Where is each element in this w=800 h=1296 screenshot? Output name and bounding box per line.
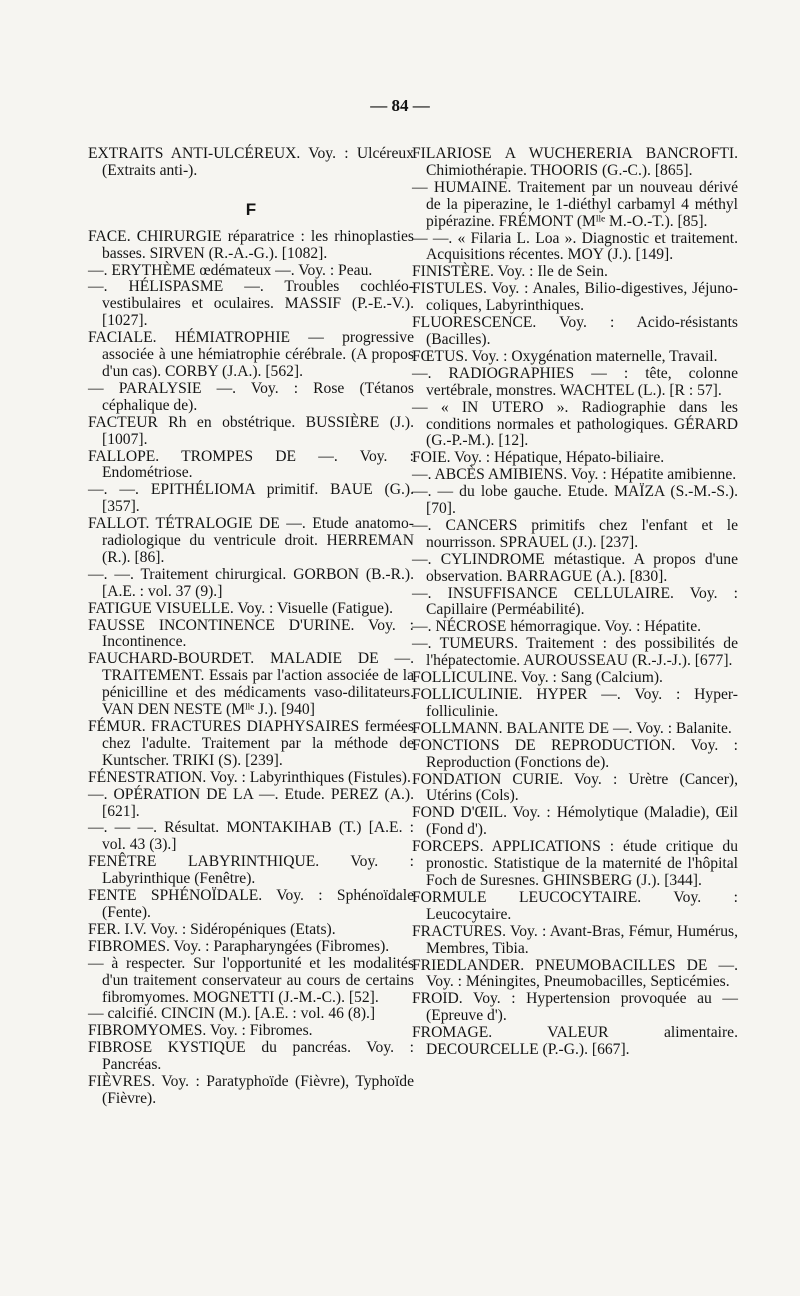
index-entry: FACIALE. HÉMIATROPHIE — progressive associée à une hémiatrophie cérébrale. (A propos d'un cas). CORBY (J.A.). [562]. xyxy=(88,329,414,380)
index-entry: —. TUMEURS. Traitement : des possibilités de l'hépatectomie. AUROUSSEAU (R.-J.-J.). [677]. xyxy=(412,635,738,670)
index-entry: FONDATION CURIE. Voy. : Urètre (Cancer), Utérins (Cols). xyxy=(412,770,738,805)
index-entry: FOLLMANN. BALANITE DE —. Voy. : Balanite. xyxy=(412,719,732,737)
index-entry: FATIGUE VISUELLE. Voy. : Visuelle (Fatigue). xyxy=(88,599,393,617)
index-entry: —. —. Traitement chirurgical. GORBON (B.-R.). [A.E. : vol. 37 (9).] xyxy=(88,565,414,600)
index-entry: —. —. EPITHÉLIOMA primitif. BAUE (G.). [357]. xyxy=(88,481,414,516)
page-number: — 84 — xyxy=(370,96,430,115)
index-entry: FISTULES. Voy. : Anales, Bilio-digestives, Jéjuno-coliques, Labyrinthiques. xyxy=(412,280,738,315)
index-entry: FOND D'ŒIL. Voy. : Hémolytique (Maladie), Œil (Fond d'). xyxy=(412,804,738,839)
index-entry: —. RADIOGRAPHIES — : tête, colonne vertébrale, monstres. WACHTEL (L.). [R : 57]. xyxy=(412,364,738,399)
index-entry: FIBROSE KYSTIQUE du pancréas. Voy. : Pancréas. xyxy=(88,1039,414,1074)
index-entry: — HUMAINE. Traitement par un nouveau dérivé de la piperazine, le 1-diéthyl carbamyl 4 méthyl pipérazine. FRÉMONT (Mˡˡᵉ M.-O.-T.). [85]. xyxy=(412,178,738,230)
index-entry: FILARIOSE A WUCHERERIA BANCROFTI. Chimiothérapie. THOORIS (G.-C.). [865]. xyxy=(412,145,738,179)
index-entry: FÉNESTRATION. Voy. : Labyrinthiques (Fistules). xyxy=(88,768,411,786)
index-entry: — PARALYSIE —. Voy. : Rose (Tétanos céphalique de). xyxy=(88,379,414,414)
index-entry: FONCTIONS DE REPRODUCTION. Voy. : Reproduction (Fonctions de). xyxy=(412,736,738,771)
index-entry: —. CYLINDROME métastique. A propos d'une observation. BARRAGUE (A.). [830]. xyxy=(412,550,738,585)
index-entry: —. — du lobe gauche. Etude. MAÏZA (S.-M.-S.). [70]. xyxy=(412,483,738,518)
index-entry: — calcifié. CINCIN (M.). [A.E. : vol. 46 (8).] xyxy=(88,1005,376,1023)
index-entry: FROID. Voy. : Hypertension provoquée au — (Epreuve d'). xyxy=(412,990,738,1025)
index-entry: FIBROMYOMES. Voy. : Fibromes. xyxy=(88,1022,313,1040)
index-entry: FLUORESCENCE. Voy. : Acido-résistants (Bacilles). xyxy=(412,314,738,348)
index-entry: —. NÉCROSE hémorragique. Voy. : Hépatite. xyxy=(412,618,702,636)
index-entry: FACTEUR Rh en obstétrique. BUSSIÈRE (J.). [1007]. xyxy=(88,413,414,448)
right-column xyxy=(412,146,738,1059)
index-entry: FŒTUS. Voy. : Oxygénation maternelle, Travail. xyxy=(412,347,718,365)
index-entry: FALLOT. TÉTRALOGIE DE —. Etude anatomo-radiologique du ventricule droit. HERREMAN (R.). [86]. xyxy=(88,515,414,566)
index-entry: —. — —. Résultat. MONTAKIHAB (T.) [A.E. : vol. 43 (3).] xyxy=(88,819,414,854)
index-entry: EXTRAITS ANTI-ULCÉREUX. Voy. : Ulcéreux (Extraits anti-). xyxy=(88,145,414,179)
index-entry: FENÊTRE LABYRINTHIQUE. Voy. : Labyrinthique (Fenêtre). xyxy=(88,853,414,888)
index-entry: —. INSUFFISANCE CELLULAIRE. Voy. : Capillaire (Perméabilité). xyxy=(412,584,738,619)
index-entry: FACE. CHIRURGIE réparatrice : les rhinoplasties basses. SIRVEN (R.-A.-G.). [1082]. xyxy=(88,227,414,262)
index-entry: FER. I.V. Voy. : Sidéropéniques (Etats). xyxy=(88,920,336,938)
index-entry: FORCEPS. APPLICATIONS : étude critique du pronostic. Statistique de la maternité de l'hôpital Foch de Suresnes. GHINSBERG (J.). [344]. xyxy=(412,838,738,889)
index-entry: FIÈVRES. Voy. : Paratyphoïde (Fièvre), Typhoïde (Fièvre). xyxy=(88,1073,414,1107)
section-letter: F xyxy=(245,199,257,219)
index-entry: FOIE. Voy. : Hépatique, Hépato-biliaire. xyxy=(412,449,665,467)
index-entry: FROMAGE. VALEUR alimentaire. DECOURCELLE (P.-G.). [667]. xyxy=(412,1024,738,1059)
index-entry: FOLLICULINIE. HYPER —. Voy. : Hyper-folliculinie. xyxy=(412,686,738,720)
index-entry: FALLOPE. TROMPES DE —. Voy. : Endométriose. xyxy=(88,447,414,482)
index-entry: —. OPÉRATION DE LA —. Etude. PEREZ (A.). [621]. xyxy=(88,785,414,820)
index-entry: FAUCHARD-BOURDET. MALADIE DE —. TRAITEMENT. Essais par l'action associée de la pénicilline et des médicaments vaso-dilitateurs. VAN DEN NESTE (Mˡˡᵉ J.). [940] xyxy=(88,650,414,719)
index-entry: —. ERYTHÈME œdémateux —. Voy. : Peau. xyxy=(88,261,373,279)
index-entry: FRIEDLANDER. PNEUMOBACILLES DE —. Voy. : Méningites, Pneumobacilles, Septicémies. xyxy=(412,956,738,991)
index-entry: —. ABCÈS AMIBIENS. Voy. : Hépatite amibienne. xyxy=(412,466,737,484)
left-column xyxy=(88,146,414,1108)
index-entry: —. HÉLISPASME —. Troubles cochléo-vestibulaires et oculaires. MASSIF (P.-E.-V.). [1027]. xyxy=(88,278,414,330)
index-entry: FIBROMES. Voy. : Parapharyngées (Fibromes). xyxy=(88,937,390,955)
index-entry: —. CANCERS primitifs chez l'enfant et le nourrisson. SPRAUEL (J.). [237]. xyxy=(412,516,738,551)
index-entry: FORMULE LEUCOCYTAIRE. Voy. : Leucocytaire. xyxy=(412,888,738,923)
index-entry: — « IN UTERO ». Radiographie dans les conditions normales et pathologiques. GÉRARD (G.-P.-M.). [12]. xyxy=(412,398,738,450)
index-entry: FRACTURES. Voy. : Avant-Bras, Fémur, Humérus, Membres, Tibia. xyxy=(412,922,738,957)
index-entry: FAUSSE INCONTINENCE D'URINE. Voy. : Incontinence. xyxy=(88,616,414,651)
index-entry: FOLLICULINE. Voy. : Sang (Calcium). xyxy=(412,669,663,687)
index-entry: FINISTÈRE. Voy. : Ile de Sein. xyxy=(412,263,608,281)
index-entry: — —. « Filaria L. Loa ». Diagnostic et traitement. Acquisitions récentes. MOY (J.). [149]. xyxy=(412,229,738,264)
index-entry: FÉMUR. FRACTURES DIAPHYSAIRES fermées chez l'adulte. Traitement par la méthode de Kuntscher. TRIKI (S). [239]. xyxy=(88,718,414,769)
index-entry: — à respecter. Sur l'opportunité et les modalités d'un traitement conservateur au cours de certains fibromyomes. MOGNETTI (J.-M.-C.). [52]. xyxy=(88,954,414,1006)
index-entry: FENTE SPHÉNOÏDALE. Voy. : Sphénoïdale (Fente). xyxy=(88,887,414,921)
